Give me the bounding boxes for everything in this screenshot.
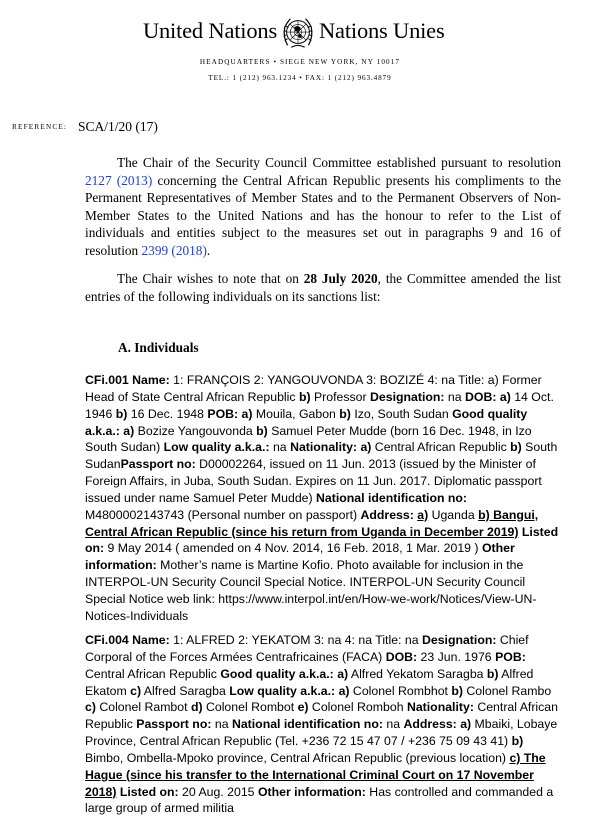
intro-paragraph — [85, 154, 561, 260]
entry-field-value: M4800002143743 (Personal number on passport) — [85, 507, 361, 522]
entry-field-value: 20 Aug. 2015 — [178, 784, 258, 799]
entry-field-value: D00002264, issued on 11 Jun. 2013 (issued by the Minister of Foreign Affairs, in Juba, South Sudan. Expires on 11 Jun. 2017. Diplomatic passport issued under name Samuel Peter Mudde) — [85, 457, 542, 505]
entry-field-label: b) — [511, 734, 524, 749]
entry-field-label: e) — [297, 700, 309, 715]
entry-field-value: Colonel Rambo — [462, 683, 552, 698]
entry-field-value: Colonel Rombhot — [349, 683, 452, 698]
entry-cfi-004 — [85, 632, 561, 817]
entry-field-label: Other information: — [85, 541, 515, 573]
entry-field-value: Izo, South Sudan — [350, 406, 453, 421]
entry-field-label: Low quality a.k.a.: — [229, 683, 336, 698]
entry-field-label: Address: — [403, 717, 457, 732]
entry-field-label: Nationality: — [290, 440, 358, 455]
reference-line — [12, 118, 158, 136]
entry-field-label: Listed on: — [119, 784, 179, 799]
letterhead-address: HEADQUARTERS • SIEGE NEW YORK, NY 10017 — [199, 58, 401, 66]
entry-field-label: b) — [339, 406, 351, 421]
entry-field-value: Alfred Saragba — [141, 683, 230, 698]
entry-cfi-001 — [85, 372, 561, 625]
entry-field-label: a) — [338, 683, 350, 698]
entry-field-label: a) — [337, 666, 349, 681]
entry-field-value: Mouila, Gabon — [252, 406, 340, 421]
entry-field-value: Alfred Yekatom Saragba — [348, 666, 487, 681]
entry-field-value: Colonel Rombot — [202, 700, 298, 715]
entry-field-label: a) — [460, 717, 472, 732]
org-name-english: United Nations — [142, 18, 277, 43]
entry-field-label: Passport no: — [120, 457, 196, 472]
entry-field-label: Good quality a.k.a.: — [220, 666, 334, 681]
entry-field-value: Mbaiki, Lobaye Province, Central African Republic (Tel. +236 72 15 47 07 / +236 75 09 43 41) — [85, 717, 558, 749]
entry-field-label: d) — [190, 700, 203, 715]
letterhead-phone: TEL.: 1 (212) 963.1234 • FAX: 1 (212) 963.4879 — [208, 74, 392, 82]
entry-field-value: Alfred Ekatom — [85, 666, 534, 698]
paragraph-text: . — [206, 242, 211, 258]
entry-field-label: c) — [130, 683, 142, 698]
entry-field-label: Nationality: — [406, 700, 474, 715]
entry-field-label: Designation: — [421, 633, 497, 647]
resolution-2127-link[interactable]: 2127 (2013) — [85, 172, 153, 188]
entry-field-label: Address: — [360, 507, 414, 522]
entry-field-value: Samuel Peter Mudde (born 16 Dec. 1948, in Izo South Sudan) — [85, 423, 532, 455]
resolution-2399-link[interactable]: 2399 (2018) — [141, 242, 207, 258]
entry-field-value: 14 Oct. 1946 — [85, 389, 554, 421]
entry-field-label: POB: — [207, 406, 239, 421]
entry-field-label: CFi.001 Name: — [85, 373, 170, 387]
entry-field-value: Bozize Yangouvonda — [134, 423, 257, 438]
entry-field-value: na — [211, 717, 232, 732]
entry-field-value: Professor — [310, 389, 371, 404]
entry-field-label: a) — [123, 423, 135, 438]
entry-field-value: na — [382, 717, 404, 732]
entry-field-value: Has controlled and commanded a large group of armed militia — [85, 784, 554, 816]
entry-updated-address: c) The Hague (since his transfer to the International Criminal Court on 17 November 2018) — [85, 750, 546, 799]
letterhead — [0, 6, 600, 98]
entry-field-label: Passport no: — [136, 717, 212, 732]
entry-field-label: b) — [451, 683, 463, 698]
entry-field-label: Low quality a.k.a.: — [163, 440, 270, 455]
entry-field-label: c) — [85, 700, 96, 715]
paragraph-text: The Chair wishes to note that on — [117, 271, 304, 286]
entry-field-value: Colonel Romboh — [308, 700, 407, 715]
entry-field-label: Designation: — [370, 389, 445, 404]
letterhead-title-row — [0, 10, 600, 50]
entry-field-label: Listed on: — [85, 524, 559, 556]
notice-paragraph — [85, 270, 561, 305]
entry-updated-address: b) Bangui, Central African Republic (since his return from Uganda in December 2019) — [85, 507, 539, 539]
entry-field-value: Mother’s name is Martine Kofio. Photo available for inclusion in the INTERPOL-UN Security Council Special Notice. INTERPOL-UN Security Council Special Notice web link: https://www.interpol.int/en/How-we-work/Notices/View-UN-Notices-Individuals — [85, 558, 537, 623]
entry-field-label: b) — [486, 666, 499, 681]
un-emblem-icon — [279, 14, 317, 52]
entry-field-label: DOB: — [385, 649, 418, 664]
entry-field-value: South Sudan — [85, 440, 558, 472]
entry-field-label: National identification no: — [316, 490, 468, 505]
paragraph-text: concerning the Central African Republic presents his compliments to the Permanent Representatives of Member States and to the Permanent Observers of Non-Member States to the United Nations and has the honour to refer to the List of individuals and entities subject to the measures set out in paragraphs 9 and 16 of resolution — [85, 172, 561, 258]
amendment-date: 28 July 2020 — [303, 271, 378, 286]
entry-field-label: Good quality a.k.a.: — [85, 406, 528, 438]
org-name-french: Nations Unies — [319, 18, 445, 43]
paragraph-text: , the Committee amended the list entries of the following individuals on its sanctions list: — [85, 271, 561, 304]
entry-field-value: 16 Dec. 1948 — [127, 406, 208, 421]
section-heading-individuals: A. Individuals — [118, 340, 199, 355]
entry-field-label: DOB: — [465, 389, 497, 404]
entry-field-value: Central African Republic — [85, 666, 221, 681]
entry-field-label: a) — [499, 389, 511, 404]
entry-field-label: a) — [417, 507, 429, 522]
entry-field-label: b) — [298, 389, 311, 404]
reference-label: REFERENCE: — [12, 123, 68, 131]
entry-field-label: b) — [510, 440, 522, 455]
entry-field-value: Colonel Rambot — [95, 700, 191, 715]
paragraph-text: The Chair of the Security Council Committee established pursuant to resolution — [117, 155, 561, 170]
entry-field-value: Uganda — [428, 507, 479, 522]
entry-field-value: Chief Corporal of the Forces Armées Centrafricaines (FACA) — [85, 633, 529, 664]
entry-field-value: na — [269, 440, 291, 455]
entry-field-value: Central African Republic — [371, 440, 511, 455]
entry-field-value: 23 Jun. 1976 — [417, 649, 496, 664]
entry-field-value: Bimbo, Ombella-Mpoko province, Central African Republic (previous location) — [85, 750, 510, 765]
entry-field-value: na — [444, 389, 466, 404]
entry-field-value: Central African Republic — [85, 700, 558, 732]
entry-field-label: a) — [241, 406, 253, 421]
entry-field-value: 1: FRANÇOIS 2: YANGOUVONDA 3: BOZIZÉ 4: na Title: a) Former Head of State Central African Republic — [85, 373, 542, 404]
entry-field-value: 9 May 2014 ( amended on 4 Nov. 2014, 16 Feb. 2018, 1 Mar. 2019 ) — [104, 541, 482, 556]
entry-field-label: a) — [360, 440, 372, 455]
entry-field-label: b) — [115, 406, 128, 421]
entry-field-label: b) — [256, 423, 268, 438]
entry-field-label: POB: — [495, 649, 526, 664]
entry-field-label: Other information: — [257, 784, 366, 799]
entry-field-value: 1: ALFRED 2: YEKATOM 3: na 4: na Title: na — [169, 633, 422, 647]
entry-field-label: CFi.004 Name: — [85, 633, 170, 647]
entry-field-label: National identification no: — [231, 717, 383, 732]
reference-value: SCA/1/20 (17) — [78, 119, 158, 134]
